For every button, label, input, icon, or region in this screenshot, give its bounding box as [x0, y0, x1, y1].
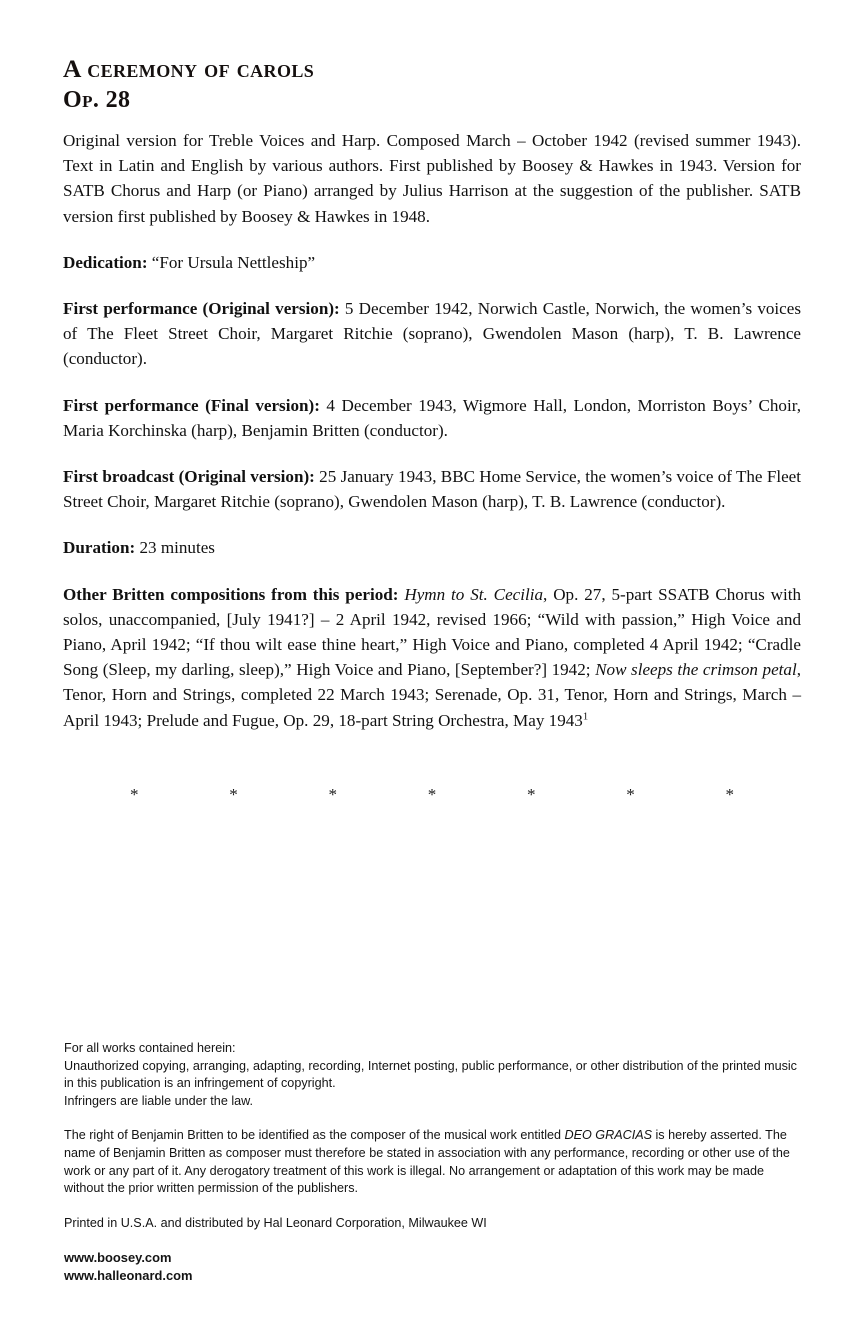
- first-broadcast-original-paragraph: [63, 464, 801, 514]
- asterisk-separator: [130, 786, 734, 803]
- copyright-line-1: For all works contained herein:: [64, 1041, 236, 1055]
- first-performance-original-text: 5 December 1942, Norwich Castle, Norwich, the women’s voices of The Fleet Street Choir, Margaret Ritchie (soprano), Gwendolen Mason (harp), T. B. Lawrence (conductor).: [63, 299, 801, 369]
- opus-number: Op. 28: [63, 87, 131, 114]
- title-block: [63, 54, 803, 115]
- duration-label: Duration:: [63, 538, 136, 558]
- first-broadcast-original-text: 25 January 1943, BBC Home Service, the women’s voice of The Fleet Street Choir, Margaret Ritchie (soprano), Gwendolen Mason (harp), T. B. Lawrence (conductor).: [63, 467, 801, 512]
- dedication-text: “For Ursula Nettleship”: [147, 252, 316, 272]
- first-performance-final-paragraph: [63, 393, 801, 443]
- other-compositions-label: Other Britten compositions from this period:: [63, 584, 399, 604]
- first-performance-original-label: First performance (Original version):: [63, 299, 340, 319]
- asterisk-icon: *: [427, 785, 437, 804]
- link-boosey-website[interactable]: www.boosey.com: [64, 1250, 172, 1266]
- asterisk-icon: *: [130, 785, 139, 804]
- copyright-line-3: Infringers are liable under the law.: [64, 1093, 254, 1108]
- moral-rights-text-2: is hereby asserted. The name of Benjamin Britten as composer must therefore be stated in association with any performance, recording or other use of the work or any part of it. Any derogatory treatment of this work is illegal. No arrangement or adaptation of this work may be made without the prior written permission of the publishers.: [64, 1128, 790, 1196]
- asterisk-icon: *: [725, 785, 734, 804]
- intro-text: Original version for Treble Voices and Harp. Composed March – October 1942 (revised summer 1943). Text in Latin and English by various authors. First published by Boosey & Hawkes in 1943. Version for SATB Chorus and Harp (or Piano) arranged by Julius Harrison at the suggestion of the publisher. SATB version first published by Boosey & Hawkes in 1948.: [63, 131, 801, 226]
- intro-paragraph: [63, 128, 801, 229]
- work-title-now-sleeps-the-crimson-petal: Now sleeps the crimson petal: [595, 660, 797, 680]
- other-compositions-text-2: , Tenor, Horn and Strings, completed 22 March 1943; Serenade, Op. 31, Tenor, Horn and Strings, March – April 1943; Prelude and Fugue, Op. 29, 18-part String Orchestra, May 1943: [63, 660, 802, 730]
- other-compositions-text-1: , Op. 27, 5-part SSATB Chorus with solos, unaccompanied, [July 1941?] – 2 April 1942, revised 1966; “Wild with passion,” High Voice and Piano, April 1942; “If thou wilt ease thine heart,” High Voice and Piano, completed 4 April 1942; “Cradle Song (Sleep, my darling, sleep),” High Voice and Piano, [September?] 1942;: [63, 584, 802, 680]
- printed-by-line: Printed in U.S.A. and distributed by Hal Leonard Corporation, Milwaukee WI: [64, 1215, 487, 1230]
- link-halleonard-website[interactable]: www.halleonard.com: [64, 1267, 193, 1283]
- dedication-label: Dedication:: [63, 252, 148, 272]
- asterisk-icon: *: [328, 785, 337, 804]
- dedication-paragraph: [63, 250, 801, 275]
- moral-rights-text-1: The right of Benjamin Britten to be identified as the composer of the musical work entitled: [64, 1128, 565, 1143]
- website-links: [64, 1249, 804, 1284]
- footer: [64, 1040, 804, 1284]
- page-title: A ceremony of carols: [63, 54, 315, 83]
- moral-rights-paragraph: [64, 1127, 804, 1197]
- other-compositions-paragraph: [63, 582, 801, 733]
- work-title-deo-gracias: DEO GRACIAS: [564, 1128, 652, 1143]
- first-broadcast-original-label: First broadcast (Original version):: [63, 467, 315, 487]
- asterisk-icon: *: [229, 785, 238, 804]
- duration-text: 23 minutes: [135, 538, 215, 558]
- copyright-notice: [64, 1040, 804, 1110]
- first-performance-final-label: First performance (Final version):: [63, 395, 320, 415]
- first-performance-original-paragraph: [63, 296, 801, 372]
- footnote-marker: 1: [582, 710, 589, 722]
- asterisk-icon: *: [527, 785, 536, 804]
- copyright-line-2: Unauthorized copying, arranging, adapting, recording, Internet posting, public performance, or other distribution of the printed music in this publication is an infringement of copyright.: [64, 1058, 797, 1091]
- asterisk-icon: *: [626, 785, 635, 804]
- body-content: [63, 128, 801, 733]
- work-title-hymn-to-st-cecilia: Hymn to St. Cecilia: [404, 584, 544, 604]
- duration-paragraph: [63, 535, 801, 560]
- moral-rights-notice: [64, 1127, 804, 1197]
- first-performance-final-text: 4 December 1943, Wigmore Hall, London, Morriston Boys’ Choir, Maria Korchinska (harp), Benjamin Britten (conductor).: [63, 395, 801, 440]
